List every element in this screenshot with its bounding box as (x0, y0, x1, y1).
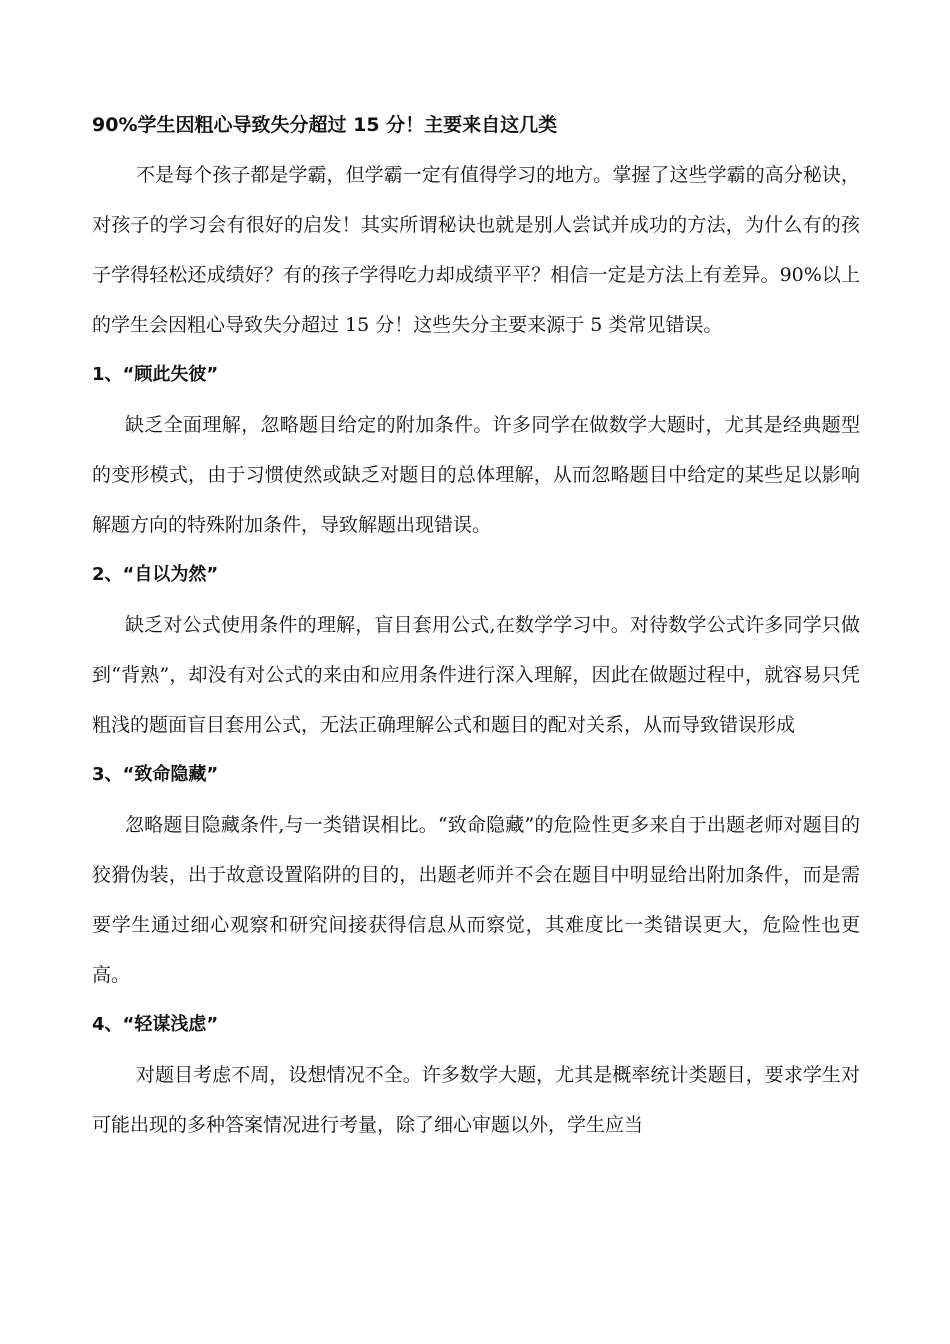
intro-paragraph: 不是每个孩子都是学霸，但学霸一定有值得学习的地方。掌握了这些学霸的高分秘诀，对孩子的学习会有很好的启发！其实所谓秘诀也就是别人尝试并成功的方法，为什么有的孩子学得轻松还成绩好？有的孩子学得吃力却成绩平平？相信一定是方法上有差异。90%以上的学生会因粗心导致失分超过 15 分！这些失分主要来源于 5 类常见错误。 (92, 164, 860, 336)
section-heading-1: 1、“顾此失彼” (92, 364, 219, 385)
document-title: 90%学生因粗心导致失分超过 15 分！主要来自这几类 (92, 114, 558, 136)
section-body-4: 对题目考虑不周，设想情况不全。许多数学大题，尤其是概率统计类题目，要求学生对可能出现的多种答案情况进行考量，除了细心审题以外，学生应当 (92, 1064, 860, 1136)
section-heading-4: 4、“轻谋浅虑” (92, 1014, 219, 1035)
section-body-2: 缺乏对公式使用条件的理解，盲目套用公式,在数学学习中。对待数学公式许多同学只做到“背熟”，却没有对公式的来由和应用条件进行深入理解，因此在做题过程中，就容易只凭粗浅的题面盲目套用公式，无法正确理解公式和题目的配对关系，从而导致错误形成 (92, 614, 860, 736)
document-body (92, 110, 860, 1150)
section-body-3: 忽略题目隐藏条件,与一类错误相比。“致命隐藏”的危险性更多来自于出题老师对题目的狡猾伪装，出于故意设置陷阱的目的，出题老师并不会在题目中明显给出附加条件，而是需要学生通过细心观察和研究间接获得信息从而察觉，其难度比一类错误更大，危险性也更高。 (92, 814, 860, 986)
section-heading-2: 2、“自以为然” (92, 564, 219, 585)
section-heading-3: 3、“致命隐藏” (92, 764, 219, 785)
section-body-1: 缺乏全面理解，忽略题目给定的附加条件。许多同学在做数学大题时，尤其是经典题型的变形模式，由于习惯使然或缺乏对题目的总体理解，从而忽略题目中给定的某些足以影响解题方向的特殊附加条件，导致解题出现错误。 (92, 414, 860, 536)
